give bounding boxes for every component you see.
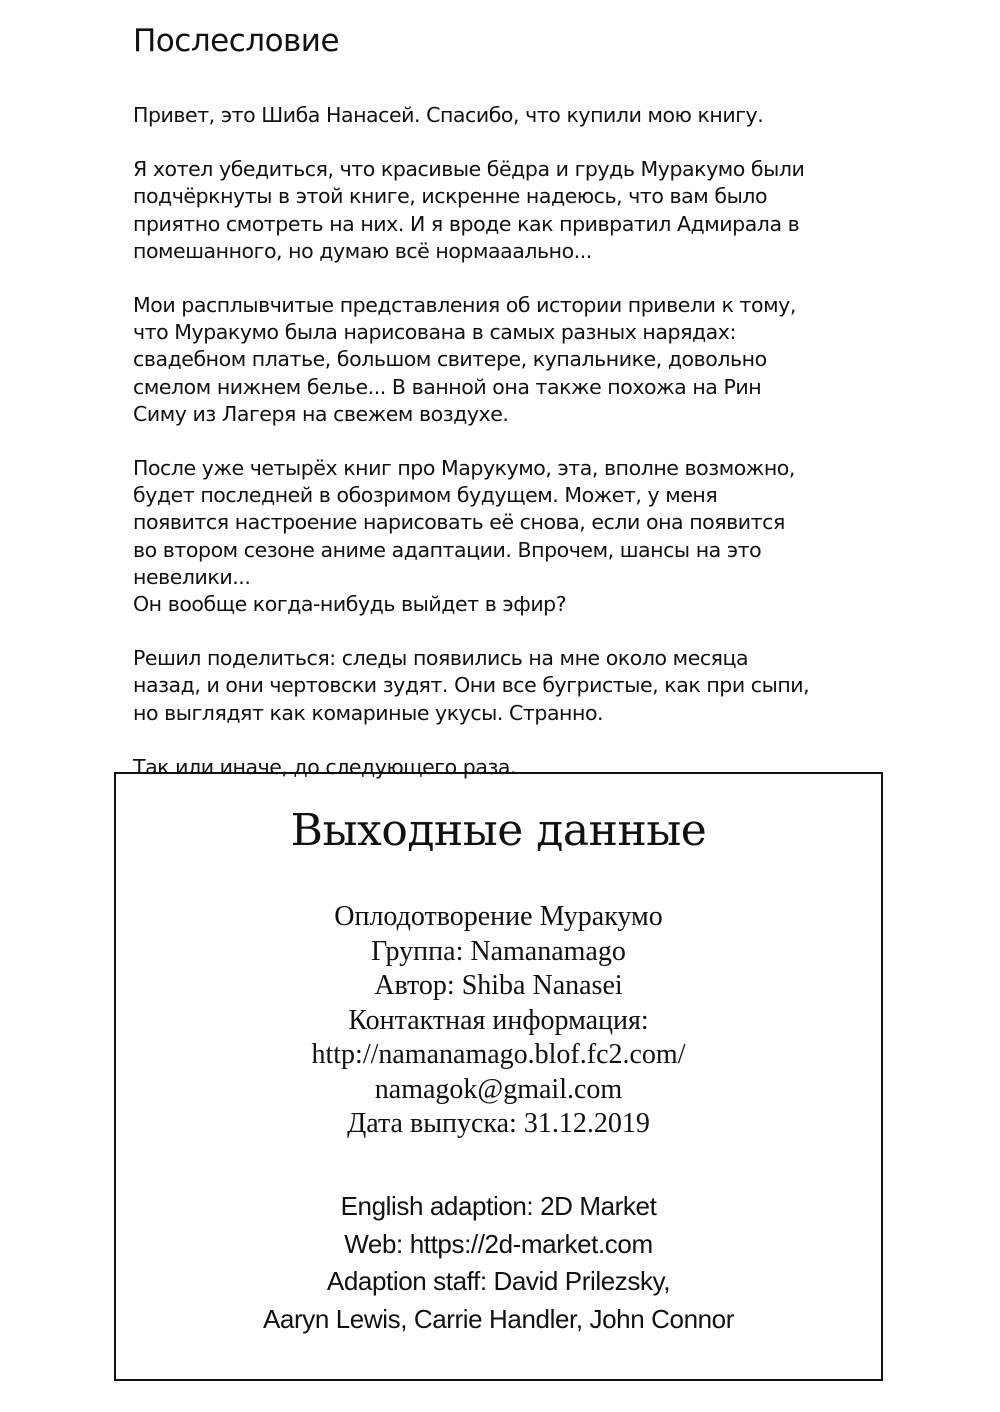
imprint-box (114, 772, 883, 1381)
paragraph-line: Симу из Лагеря на свежем воздухе. (133, 401, 509, 426)
email-address: namagok@gmail.com (374, 1073, 623, 1105)
paragraph-line: во втором сезоне аниме адаптации. Впрочем, шансы на это (133, 537, 762, 562)
author-line: Автор: Shiba Nanasei (374, 970, 623, 1001)
credit-line: Adaption staff: David Prilezsky, (326, 1266, 671, 1296)
paragraph-line: Решил поделиться: следы появились на мне около месяца (133, 646, 749, 671)
paragraph-line: но выглядят как комариные укусы. Странно. (133, 700, 604, 725)
afterword-paragraph (133, 645, 873, 727)
release-date: Дата выпуска: 31.12.2019 (347, 1108, 650, 1139)
paragraph-line: После уже четырёх книг про Марукумо, эта, вполне возможно, (133, 456, 795, 481)
afterword-section (133, 22, 873, 808)
paragraph-line: что Муракумо была нарисована в самых разных нарядах: (133, 320, 736, 345)
paragraph-line: помешанного, но думаю всё нормааально... (133, 238, 592, 263)
paragraph-line: свадебном платье, большом свитере, купальнике, довольно (133, 347, 767, 372)
paragraph-line: Привет, это Шиба Нанасей. Спасибо, что купили мою книгу. (133, 103, 764, 127)
credit-line: Aaryn Lewis, Carrie Handler, John Connor (262, 1303, 735, 1334)
paragraph-line: будет последней в обозримом будущем. Может, у меня (133, 483, 718, 508)
work-title: Оплодотворение Муракумо (334, 901, 663, 932)
group-line: Группа: Namanamago (371, 935, 626, 967)
afterword-title: Послесловие (133, 23, 340, 59)
paragraph-line: Так или иначе, до следующего раза. (133, 754, 517, 779)
adaptation-credits (116, 1188, 881, 1338)
paragraph-line: невелики... (133, 564, 251, 589)
paragraph-line: назад, и они чертовски зудят. Они все бугристые, как при сыпи, (133, 673, 810, 698)
paragraph-line: Он вообще когда-нибудь выйдет в эфир? (133, 592, 567, 617)
paragraph-line: Мои расплывчитые представления об истории привели к тому, (133, 293, 796, 318)
imprint-details (116, 900, 881, 1142)
afterword-paragraph (133, 455, 873, 618)
afterword-paragraph (133, 156, 873, 265)
credit-line: English adaption: 2D Market (340, 1191, 657, 1221)
paragraph-line: Я хотел убедиться, что красивые бёдра и грудь Муракумо были (133, 157, 805, 182)
paragraph-line: приятно смотреть на них. И я вроде как привратил Адмирала в (133, 211, 800, 236)
website-url: http://namanamago.blof.fc2.com/ (311, 1039, 686, 1070)
paragraph-line: появится настроение нарисовать её снова, если она появится (133, 510, 785, 535)
paragraph-line: смелом нижнем белье... В ванной она также похожа на Рин (133, 374, 762, 399)
paragraph-line: подчёркнуты в этой книге, искренне надеюсь, что вам было (133, 184, 768, 209)
contact-label: Контактная информация: (348, 1004, 649, 1036)
imprint-title: Выходные данные (290, 805, 707, 856)
afterword-paragraph (133, 292, 873, 428)
afterword-paragraph (133, 102, 873, 129)
credit-line: Web: https://2d-market.com (344, 1228, 653, 1259)
